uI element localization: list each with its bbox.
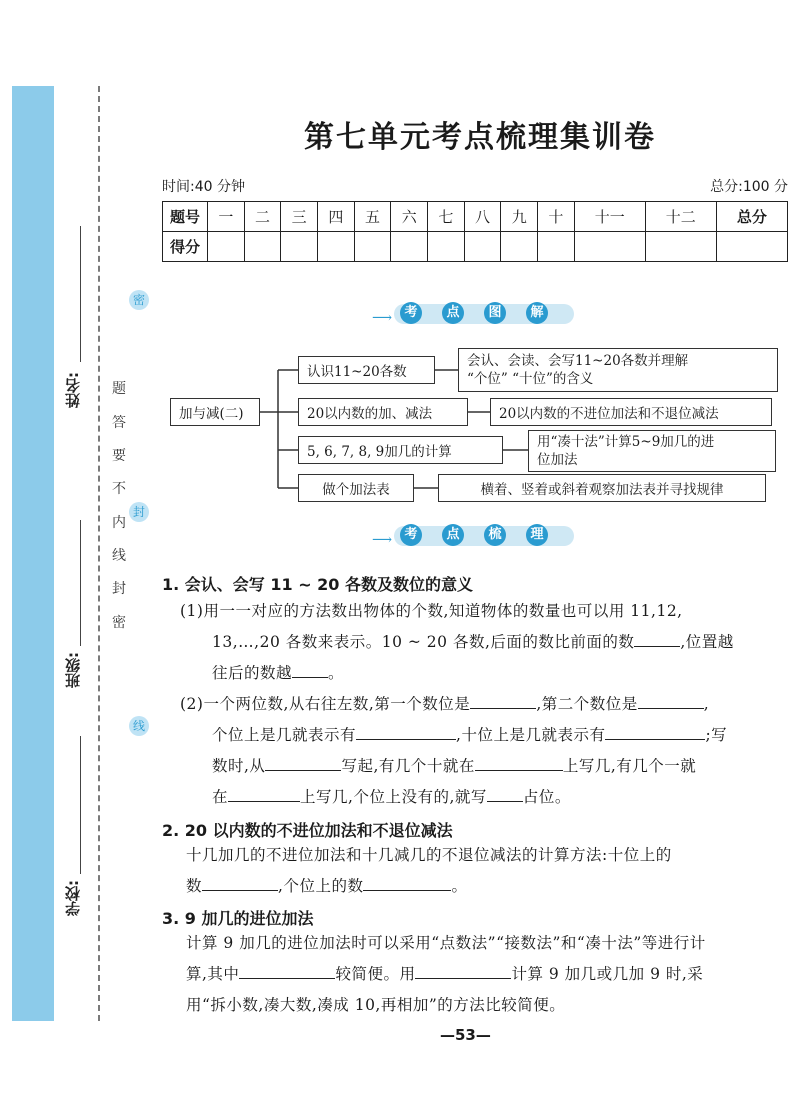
answer-blank[interactable] bbox=[487, 783, 523, 802]
name-label: 姓名: bbox=[64, 372, 82, 408]
banner-char: 点 bbox=[442, 302, 464, 324]
warning-char: 密 bbox=[112, 615, 126, 631]
text-span: ,位置越 bbox=[680, 633, 734, 651]
banner-char: 理 bbox=[526, 524, 548, 546]
text-line bbox=[180, 751, 792, 782]
text-line: 用“拆小数,凑大数,凑成 10,再相加”的方法比较简便。 bbox=[186, 996, 566, 1014]
section-heading: 2. 20 以内数的不进位加法和不退位减法 bbox=[162, 821, 453, 840]
warning-char: 不 bbox=[112, 481, 126, 497]
text-span: 算,其中 bbox=[186, 965, 240, 983]
column-header: 三 bbox=[281, 202, 318, 232]
warning-char: 要 bbox=[112, 448, 126, 464]
paragraph bbox=[186, 840, 792, 902]
text-span: 较简便。用 bbox=[335, 965, 416, 983]
diagram-detail: 20以内数的不进位加法和不退位减法 bbox=[490, 398, 772, 426]
warning-char: 封 bbox=[112, 581, 126, 597]
diagram-detail bbox=[458, 348, 778, 392]
column-header: 总分 bbox=[716, 202, 787, 232]
text-span: ;写 bbox=[705, 726, 728, 744]
column-header: 一 bbox=[208, 202, 245, 232]
answer-blank[interactable] bbox=[638, 690, 704, 709]
column-header: 八 bbox=[464, 202, 501, 232]
paragraph bbox=[180, 689, 792, 813]
column-header: 五 bbox=[354, 202, 391, 232]
school-label: 学校: bbox=[64, 880, 82, 916]
column-header: 十 bbox=[538, 202, 575, 232]
diagram-root: 加与减(二) bbox=[170, 398, 260, 426]
warning-char: 题 bbox=[112, 381, 126, 397]
text-span: 占位。 bbox=[522, 788, 571, 806]
row-label: 题号 bbox=[163, 202, 208, 232]
answer-blank[interactable] bbox=[228, 783, 300, 802]
paragraph bbox=[180, 596, 792, 689]
column-header: 十一 bbox=[574, 202, 645, 232]
detail-line: 会认、会读、会写11~20各数并理解 bbox=[467, 353, 689, 369]
text-span: ,第二个数位是 bbox=[536, 695, 638, 713]
answer-blank[interactable] bbox=[356, 721, 456, 740]
column-header: 九 bbox=[501, 202, 538, 232]
diagram-detail bbox=[528, 430, 776, 472]
banner-char: 解 bbox=[526, 302, 548, 324]
seal-dot-feng: 封 bbox=[129, 502, 149, 522]
text-span: ,个位上的数 bbox=[278, 877, 364, 895]
text-span: , bbox=[703, 695, 710, 713]
column-header: 四 bbox=[318, 202, 355, 232]
answer-blank[interactable] bbox=[605, 721, 705, 740]
column-header: 二 bbox=[244, 202, 281, 232]
answer-blank[interactable] bbox=[292, 659, 328, 678]
answer-blank[interactable] bbox=[634, 628, 680, 647]
row-label: 得分 bbox=[163, 232, 208, 262]
text-line: 十几加几的不进位加法和十几减几的不退位减法的计算方法:十位上的 bbox=[186, 846, 672, 864]
text-span: 在 bbox=[212, 788, 229, 806]
diagram-node: 认识11~20各数 bbox=[298, 356, 435, 384]
arrow-icon: ⟶ bbox=[372, 310, 393, 326]
seal-dot-xian: 线 bbox=[129, 716, 149, 736]
warning-char: 线 bbox=[112, 548, 126, 564]
text-line bbox=[180, 689, 792, 720]
text-line: (1)用一一对应的方法数出物体的个数,知道物体的数量也可以用 11,12, bbox=[180, 602, 683, 620]
text-line bbox=[180, 658, 792, 689]
text-span: (2)一个两位数,从右往左数,第一个数位是 bbox=[180, 695, 471, 713]
warning-char: 内 bbox=[112, 515, 126, 531]
total-score: 总分:100 分 bbox=[710, 179, 788, 195]
detail-line: 用“凑十法”计算5~9加几的进 bbox=[537, 434, 715, 450]
text-span: ,十位上是几就表示有 bbox=[456, 726, 606, 744]
text-line bbox=[180, 720, 792, 751]
page-number: —53— bbox=[440, 1026, 491, 1044]
text-line bbox=[180, 782, 792, 813]
column-header: 十二 bbox=[645, 202, 716, 232]
answer-blank[interactable] bbox=[239, 960, 335, 979]
diagram-detail: 横着、竖着或斜着观察加法表并寻找规律 bbox=[438, 474, 766, 502]
detail-line: 位加法 bbox=[537, 452, 578, 468]
warning-char: 答 bbox=[112, 415, 126, 431]
banner-char: 梳 bbox=[484, 524, 506, 546]
page-title: 第七单元考点梳理集训卷 bbox=[304, 120, 656, 155]
section-heading: 1. 会认、会写 11 ~ 20 各数及数位的意义 bbox=[162, 575, 474, 594]
text-span: 。 bbox=[328, 664, 345, 682]
text-span: 计算 9 加几或几加 9 时,采 bbox=[511, 965, 704, 983]
text-span: 。 bbox=[451, 877, 468, 895]
answer-blank[interactable] bbox=[363, 872, 451, 891]
text-span: 写起,有几个十就在 bbox=[341, 757, 475, 775]
arrow-icon: ⟶ bbox=[372, 532, 393, 548]
banner-char: 点 bbox=[442, 524, 464, 546]
banner-char: 图 bbox=[484, 302, 506, 324]
time-limit: 时间:40 分钟 bbox=[162, 179, 245, 195]
paragraph bbox=[186, 928, 792, 1021]
banner-char: 考 bbox=[400, 302, 422, 324]
column-header: 七 bbox=[428, 202, 465, 232]
diagram-node: 20以内数的加、减法 bbox=[298, 398, 468, 426]
text-line: 计算 9 加几的进位加法时可以采用“点数法”“接数法”和“凑十法”等进行计 bbox=[186, 934, 706, 952]
banner-char: 考 bbox=[400, 524, 422, 546]
diagram-node: 5, 6, 7, 8, 9加几的计算 bbox=[298, 436, 503, 464]
seal-dot-mi: 密 bbox=[129, 290, 149, 310]
text-line bbox=[180, 627, 792, 658]
answer-blank[interactable] bbox=[475, 752, 563, 771]
text-line bbox=[186, 959, 792, 990]
text-span: 13,…,20 各数来表示。10 ~ 20 各数,后面的数比前面的数 bbox=[212, 633, 635, 651]
answer-blank[interactable] bbox=[470, 690, 536, 709]
text-line bbox=[186, 871, 792, 902]
text-span: 往后的数越 bbox=[212, 664, 293, 682]
column-header: 六 bbox=[391, 202, 428, 232]
text-span: 数 bbox=[186, 877, 203, 895]
answer-blank[interactable] bbox=[265, 752, 341, 771]
text-span: 个位上是几就表示有 bbox=[212, 726, 357, 744]
detail-line: “个位” “十位”的含义 bbox=[467, 371, 594, 387]
answer-blank[interactable] bbox=[202, 872, 278, 891]
diagram-node: 做个加法表 bbox=[298, 474, 414, 502]
text-span: 数时,从 bbox=[212, 757, 266, 775]
review-banner bbox=[372, 524, 578, 550]
text-span: 上写几,有几个一就 bbox=[562, 757, 697, 775]
text-span: 上写几,个位上没有的,就写 bbox=[300, 788, 487, 806]
section-heading: 3. 9 加几的进位加法 bbox=[162, 909, 314, 928]
answer-blank[interactable] bbox=[415, 960, 511, 979]
class-label: 班级: bbox=[64, 652, 82, 688]
